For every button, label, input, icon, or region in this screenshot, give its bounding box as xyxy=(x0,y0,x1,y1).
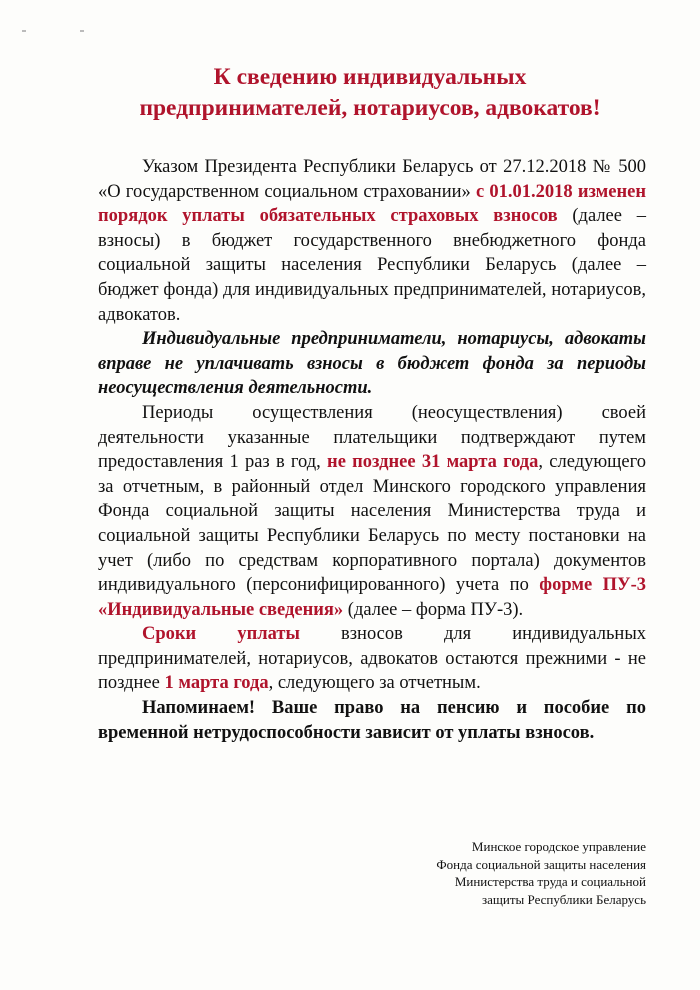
paragraph-periods xyxy=(98,401,646,622)
periods-text-mid: , следующего за отчетным, в районный отдел Минского городского управления Фонда социальной защиты населения Министерства труда и социальной защиты Республики Беларусь по месту постановки на учет (либо по средствам корпоративного портала) документов индивидуального (персонифицированного) учета по xyxy=(98,452,647,596)
paragraph-exemption: Индивидуальные предприниматели, нотариусы, адвокаты вправе не уплачивать взносы в бюджет фонда за периоды неосуществления деятельности. xyxy=(98,329,646,399)
document-body xyxy=(98,155,646,745)
payment-deadline-highlight: 1 марта года xyxy=(164,673,269,694)
title-line-1: К сведению индивидуальных xyxy=(213,64,527,90)
scan-speck xyxy=(80,30,84,32)
signature-line-1: Минское городское управление xyxy=(471,839,646,854)
scan-speck xyxy=(22,30,26,32)
form-highlight: форме ПУ-3 «Индивидуальные сведения» xyxy=(98,575,646,620)
decree-text-tail: (далее – взносы) в бюджет государственного внебюджетного фонда социальной защиты населения Республики Беларусь (далее – бюджет фонда) для индивидуальных предпринимателей, нотариусов, адвокатов. xyxy=(98,206,646,325)
terms-highlight: Сроки уплаты xyxy=(142,624,300,645)
signature-block xyxy=(400,838,646,908)
decree-text: Указом Президента Республики Беларусь от 27.12.2018 № 500 «О государственном социальном страховании» xyxy=(98,157,646,202)
title-line-2: предпринимателей, нотариусов, адвокатов! xyxy=(139,95,601,121)
signature-line-2: Фонда социальной защиты населения xyxy=(436,856,646,872)
signature-line-4: защиты Республики Беларусь xyxy=(481,891,646,907)
terms-text: взносов для индивидуальных предпринимателей, нотариусов, адвокатов остаются прежними - не позднее xyxy=(98,624,646,694)
deadline-highlight: не позднее 31 марта года xyxy=(327,452,539,473)
paragraph-decree xyxy=(98,155,646,327)
periods-text: Периоды осуществления (неосуществления) своей деятельности указанные плательщики подтверждают путем предоставления 1 раз в год, xyxy=(98,402,646,473)
paragraph-reminder: Напоминаем! Ваше право на пенсию и пособие по временной нетрудоспособности зависит от уплаты взносов. xyxy=(98,698,646,743)
terms-text-tail: , следующего за отчетным. xyxy=(268,673,481,694)
paragraph-terms xyxy=(98,622,646,696)
decree-highlight: с 01.01.2018 изменен порядок уплаты обязательных страховых взносов xyxy=(98,181,647,227)
signature-line-3: Министерства труда и социальной xyxy=(454,874,646,889)
document-title xyxy=(90,62,650,124)
periods-text-tail: (далее – форма ПУ-3). xyxy=(343,599,524,620)
